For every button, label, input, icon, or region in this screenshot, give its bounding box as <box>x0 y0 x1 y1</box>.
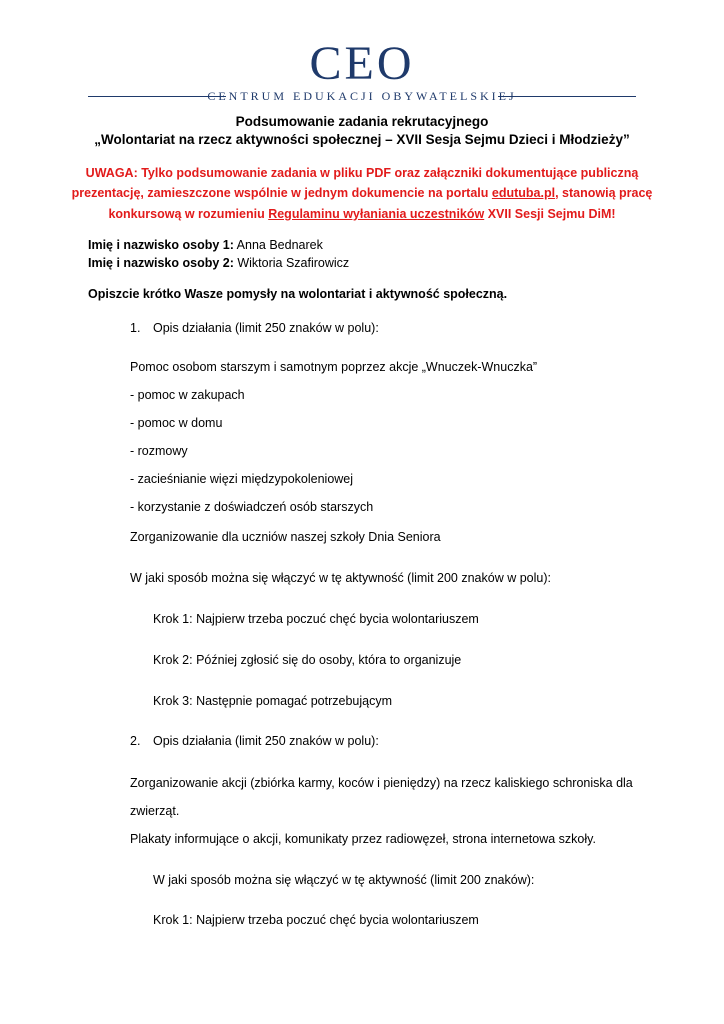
list-item: - korzystanie z doświadczeń osób starszych <box>130 500 374 514</box>
logo-subtitle: CENTRUM EDUKACJI OBYWATELSKIEJ <box>207 89 517 103</box>
person-1 <box>88 238 323 252</box>
notice-line-3 <box>0 207 724 221</box>
step-item: Krok 3: Następnie pomagać potrzebującym <box>153 694 393 708</box>
section-1-intro: Pomoc osobom starszym i samotnym poprzez akcje „Wnuczek-Wnuczka” <box>130 360 538 374</box>
list-item: - pomoc w zakupach <box>130 388 245 402</box>
section-1-number: 1. <box>130 321 141 335</box>
notice-line-2 <box>0 186 724 200</box>
person-name: Anna Bednarek <box>236 238 323 252</box>
instruction-text: Opiszcie krótko Wasze pomysły na wolontariat i aktywność społeczną. <box>88 287 508 301</box>
person-name: Wiktoria Szafirowicz <box>237 256 350 270</box>
step-item: Krok 1: Najpierw trzeba poczuć chęć bycia wolontariuszem <box>153 612 479 626</box>
section-1-heading: Opis działania (limit 250 znaków w polu): <box>153 321 379 335</box>
section-2-line-3: Plakaty informujące o akcji, komunikaty przez radiowęzeł, strona internetowa szkoły. <box>130 832 596 846</box>
list-item: - pomoc w domu <box>130 416 223 430</box>
notice-text: XVII Sesji Sejmu DiM! <box>484 207 616 221</box>
document-title: Podsumowanie zadania rekrutacyjnego <box>235 114 489 129</box>
notice-text: konkursową w rozumieniu <box>108 207 269 221</box>
section-1-extra: Zorganizowanie dla uczniów naszej szkoły Dnia Seniora <box>130 530 441 544</box>
person-label: Imię i nazwisko osoby 1: <box>88 238 234 252</box>
document-subtitle: „Wolontariat na rzecz aktywności społecznej – XVII Sesja Sejmu Dzieci i Młodzieży” <box>94 132 630 147</box>
section-2-join-heading: W jaki sposób można się włączyć w tę aktywność (limit 200 znaków): <box>153 873 535 887</box>
step-item: Krok 2: Później zgłosić się do osoby, która to organizuje <box>153 653 462 667</box>
list-item: - rozmowy <box>130 444 188 458</box>
section-2-line-1: Zorganizowanie akcji (zbiórka karmy, koców i pieniędzy) na rzecz kaliskiego schroniska dla <box>130 776 633 790</box>
section-2-line-2: zwierząt. <box>130 804 180 818</box>
section-2-number: 2. <box>130 734 141 748</box>
section-1-join-heading: W jaki sposób można się włączyć w tę aktywność (limit 200 znaków w polu): <box>130 571 551 585</box>
ceo-logo: CEO <box>309 37 415 90</box>
notice-text: , stanowią pracę <box>555 186 653 200</box>
edutuba-link[interactable]: edutuba.pl <box>491 186 556 200</box>
list-item: - zacieśnianie więzi międzypokoleniowej <box>130 472 354 486</box>
step-item: Krok 1: Najpierw trzeba poczuć chęć bycia wolontariuszem <box>153 913 479 927</box>
section-2-heading: Opis działania (limit 250 znaków w polu): <box>153 734 379 748</box>
notice-line-1: UWAGA: Tylko podsumowanie zadania w pliku PDF oraz załączniki dokumentujące publiczną <box>85 166 639 180</box>
notice-text: prezentację, zamieszczone wspólnie w jednym dokumencie na portalu <box>71 186 492 200</box>
person-label: Imię i nazwisko osoby 2: <box>88 256 234 270</box>
person-2 <box>88 256 349 270</box>
regulamin-link[interactable]: Regulaminu wyłaniania uczestników <box>268 207 485 221</box>
